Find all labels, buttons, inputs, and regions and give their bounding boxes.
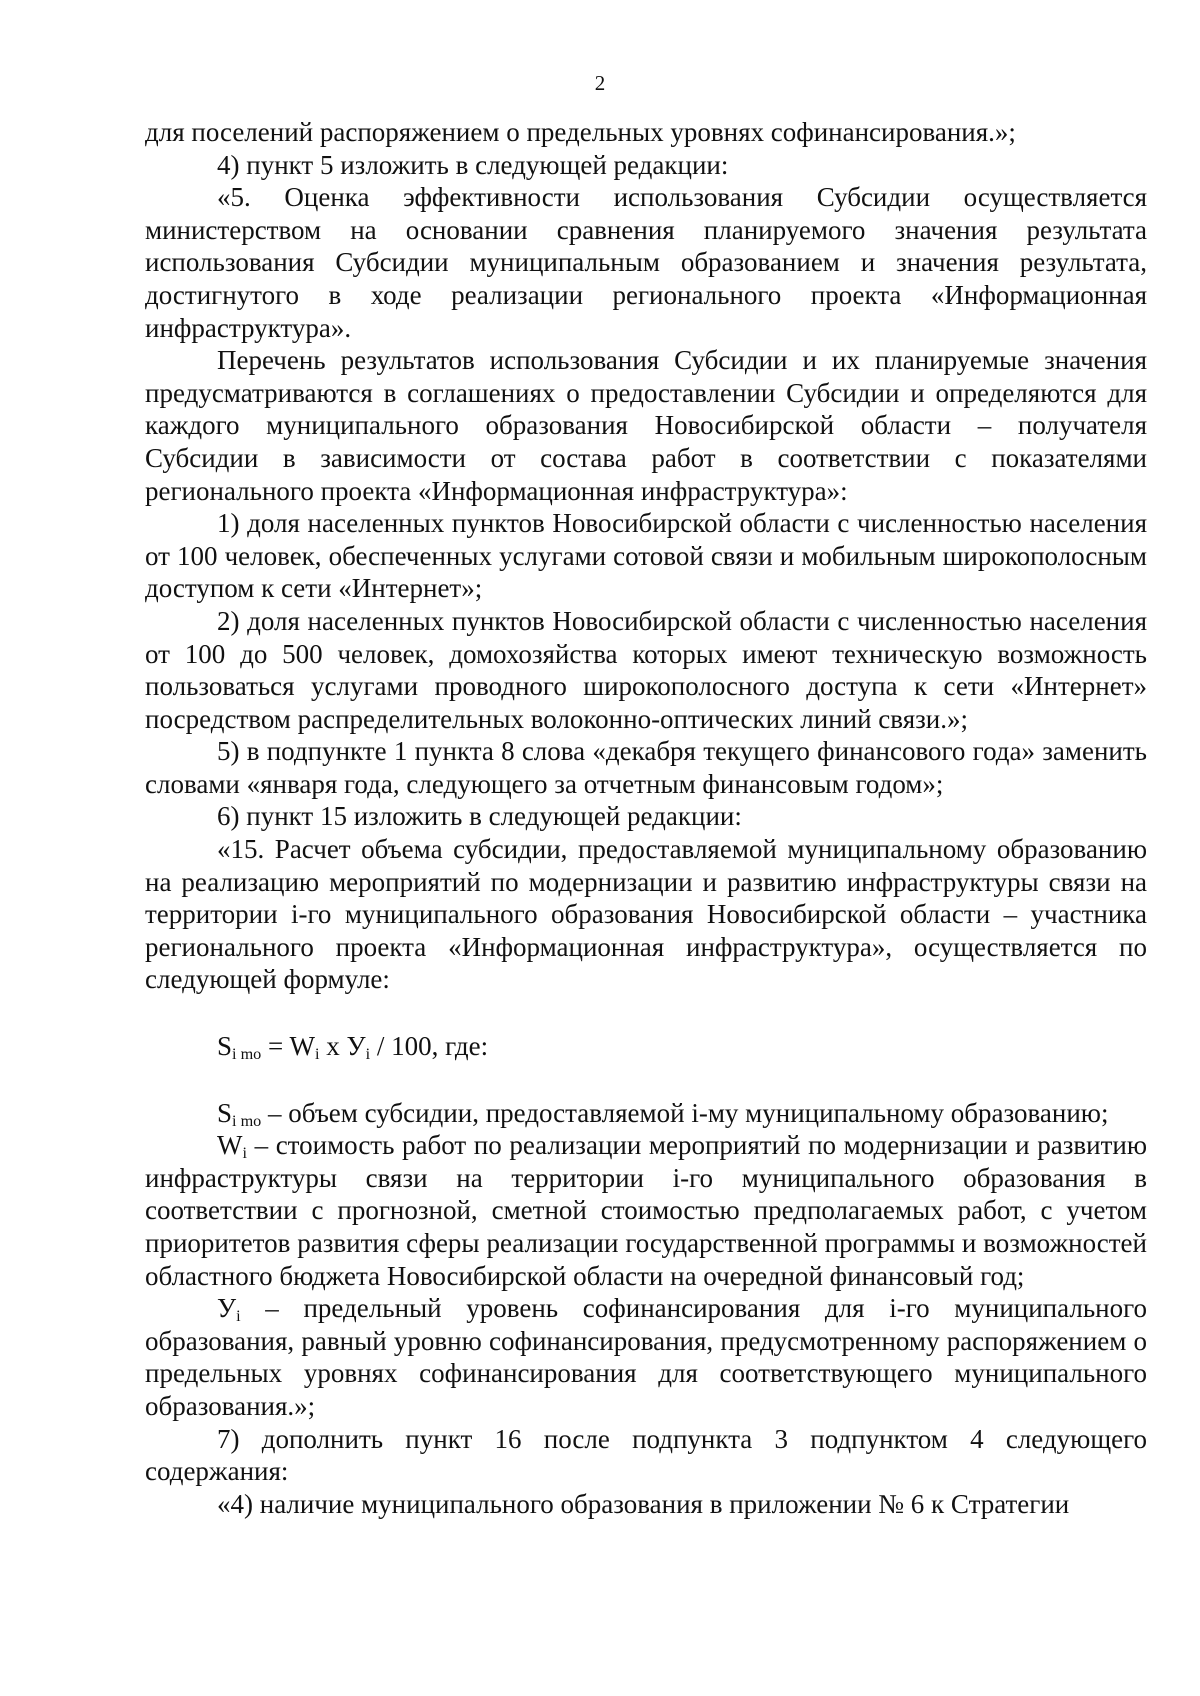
paragraph-item-4: 4) пункт 5 изложить в следующей редакции: [217, 149, 729, 180]
paragraph-continuation: для поселений распоряжением о предельных уровнях софинансирования.»; [145, 117, 1016, 147]
document-body [145, 116, 1147, 1520]
paragraph-item-7: 7) дополнить пункт 16 после подпункта 3 подпунктом 4 следующего содержания: [145, 1423, 1147, 1487]
spacer [145, 1063, 1147, 1097]
paragraph-item-6: 6) пункт 15 изложить в следующей редакции: [217, 801, 742, 832]
paragraph-subitem-4: «4) наличие муниципального образования в приложении № 6 к Стратегии [217, 1488, 1070, 1519]
paragraph-indicator-1: 1) доля населенных пунктов Новосибирской области с численностью населения от 100 человек, обеспеченных услугами сотовой связи и мобильным широкополосным доступом к сети «Интернет»; [145, 508, 1147, 604]
spacer [145, 996, 1147, 1030]
paragraph-indicator-2: 2) доля населенных пунктов Новосибирской области с численностью населения от 100 до 500 человек, домохозяйства которых имеют техническую возможность пользоваться услугами проводного широкополосного доступа к сети «Интернет» посредством распределительных волоконно-оптических линий связи.»; [145, 605, 1147, 734]
definition-s: $S_{i mo}$ – объем субсидии, предоставляемой i-му муниципальному образованию; [217, 1097, 1109, 1130]
definition-u: $У_i$ – предельный уровень софинансирования для i-го муниципального образования, равный уровню софинансирования, предусмотренному распоряжением о предельных уровнях софинансирования для соответствующего муниципального образования.»; [145, 1293, 1147, 1421]
definition-w: $W_i$ – стоимость работ по реализации мероприятий по модернизации и развитию инфраструктуры связи на территории i-го муниципального образования в соответствии с прогнозной, сметной стоимостью предполагаемых работ, с учетом приоритетов развития сферы реализации государственной программы и возможностей областного бюджета Новосибирской области на очередной финансовый год; [145, 1130, 1147, 1291]
paragraph-item-5: 5) в подпункте 1 пункта 8 слова «декабря текущего финансового года» заменить словами «января года, следующего за отчетным финансовым годом»; [145, 736, 1147, 799]
paragraph-point-15: «15. Расчет объема субсидии, предоставляемой муниципальному образованию на реализацию мероприятий по модернизации и развитию инфраструктуры связи на территории i-го муниципального образования Новосибирской области – участника регионального проекта «Информационная инфраструктура», осуществляется по следующей формуле: [145, 834, 1147, 995]
formula: $S_{i mo} = W_i$ x $У_i / 100$, где: [217, 1031, 489, 1064]
paragraph-results-list: Перечень результатов использования Субсидии и их планируемые значения предусматриваются в соглашениях о предоставлении Субсидии и определяются для каждого муниципального образования Новосибирской области – получателя Субсидии в зависимости от состава работ в соответствии с показателями регионального проекта «Информационная инфраструктура»: [145, 345, 1147, 506]
paragraph-point-5: «5. Оценка эффективности использования Субсидии осуществляется министерством на основании сравнения планируемого значения результата использования Субсидии муниципальным образованием и значения результата, достигнутого в ходе реализации регионального проекта «Информационная инфраструктура». [145, 182, 1147, 343]
page-number: 2 [594, 71, 606, 95]
